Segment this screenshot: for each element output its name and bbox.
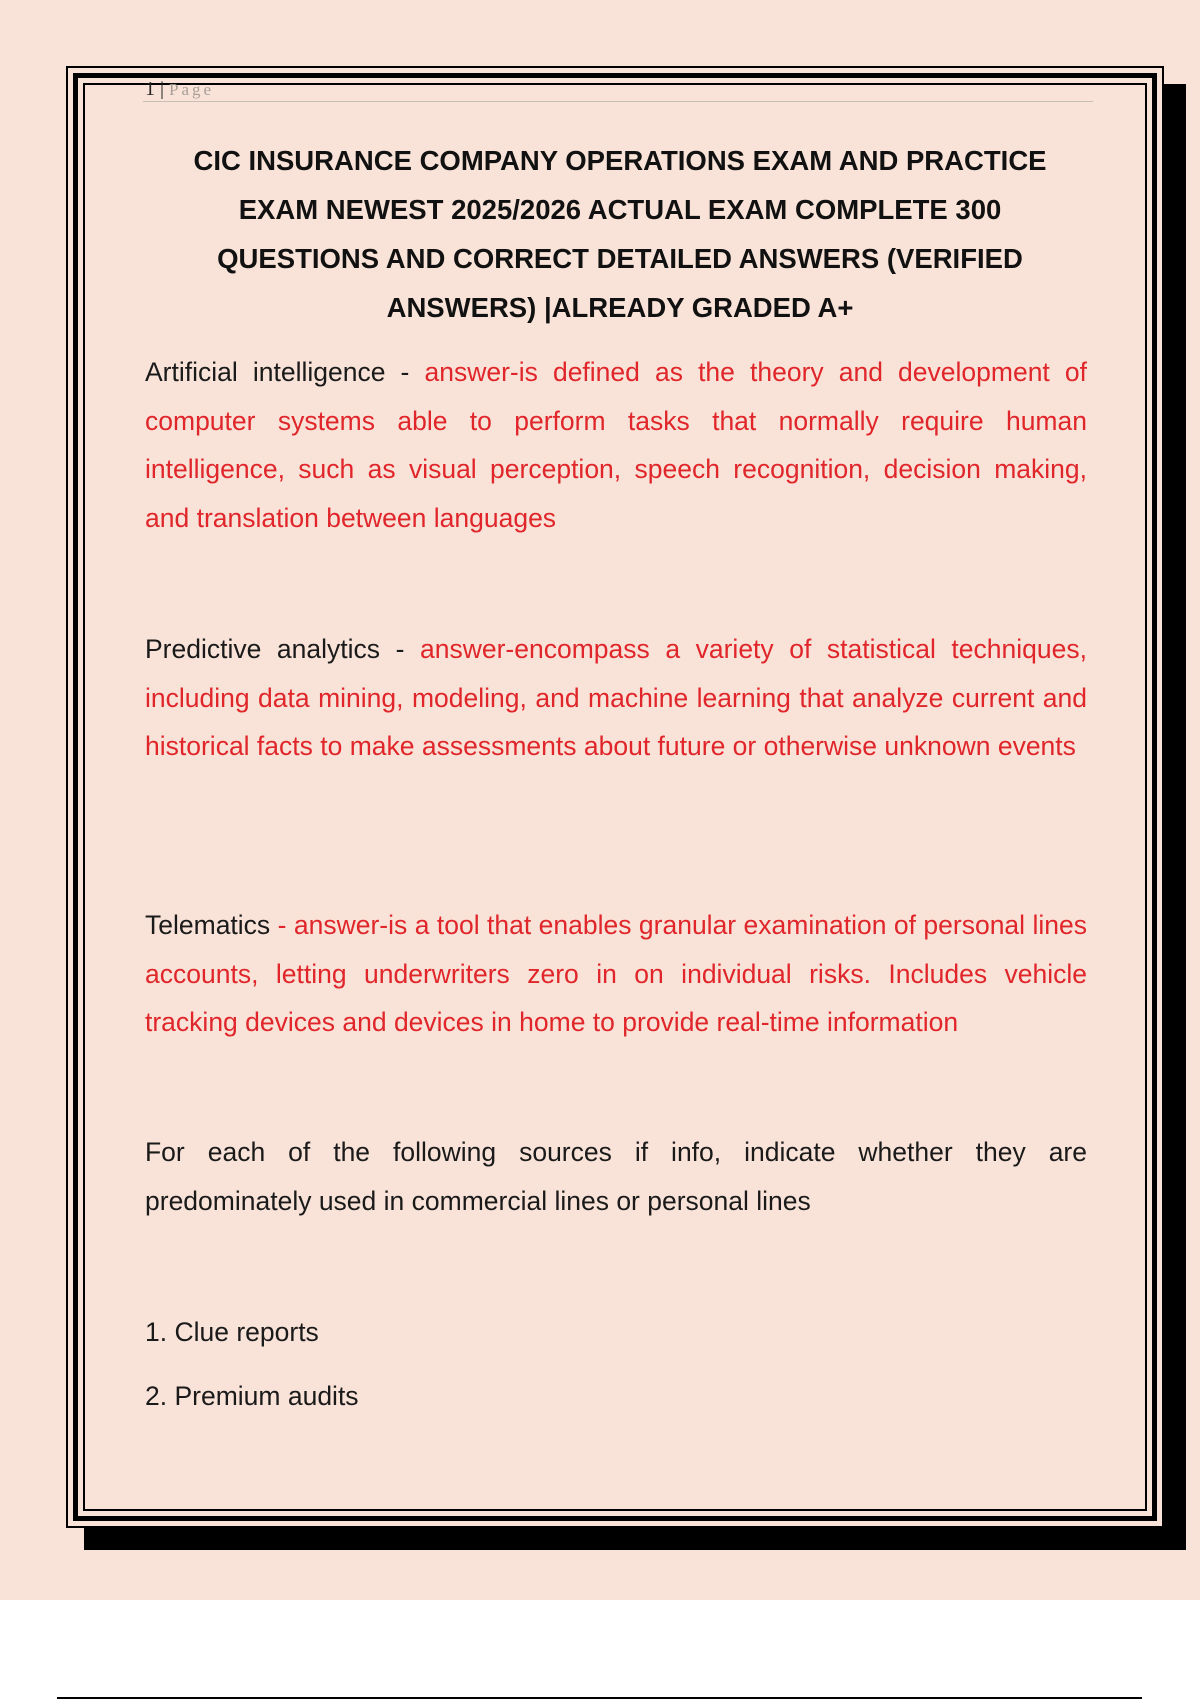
question-prompt: For each of the following sources if info, indicate whether they are predominately used in commercial lines or personal lines — [145, 1137, 1087, 1216]
entry-answer: answer-encompass a variety of statistical techniques, including data mining, modeling, and machine learning that analyze current and historical facts to make assessments about future or otherwise unknown events — [145, 634, 1087, 761]
qa-entry-artificial-intelligence — [145, 348, 1087, 542]
entry-answer: answer-is a tool that enables granular examination of personal lines accounts, letting underwriters zero in on individual risks. Includes vehicle tracking devices and devices in home to provide real-time information — [145, 910, 1087, 1037]
entry-term: Artificial intelligence — [145, 357, 386, 387]
page-number: 1 — [145, 80, 155, 99]
header-rule — [143, 101, 1093, 102]
entry-term: Telematics — [145, 910, 271, 940]
document-title: CIC INSURANCE COMPANY OPERATIONS EXAM AND PRACTICE EXAM NEWEST 2025/2026 ACTUAL EXAM COMPLETE 300 QUESTIONS AND CORRECT DETAILED ANSWERS (VERIFIED ANSWERS) |ALREADY GRADED A+ — [193, 145, 1047, 323]
entry-separator: - — [380, 634, 420, 664]
page-word: Page — [169, 80, 215, 99]
page-separator: | — [160, 80, 165, 99]
list-item: 1. Clue reports — [145, 1317, 319, 1347]
entry-answer: answer-is defined as the theory and development of computer systems able to perform tasks that normally require human intelligence, such as visual perception, speech recognition, decision making, and translation between languages — [145, 357, 1087, 533]
entry-term: Predictive analytics — [145, 634, 381, 664]
page-number-header — [145, 80, 214, 99]
footer-rule — [57, 1697, 1142, 1699]
entry-separator: - — [270, 910, 294, 940]
qa-entry-telematics — [145, 901, 1087, 1047]
qa-entry-predictive-analytics — [145, 625, 1087, 771]
entry-separator: - — [385, 357, 425, 387]
list-item: 2. Premium audits — [145, 1381, 359, 1411]
